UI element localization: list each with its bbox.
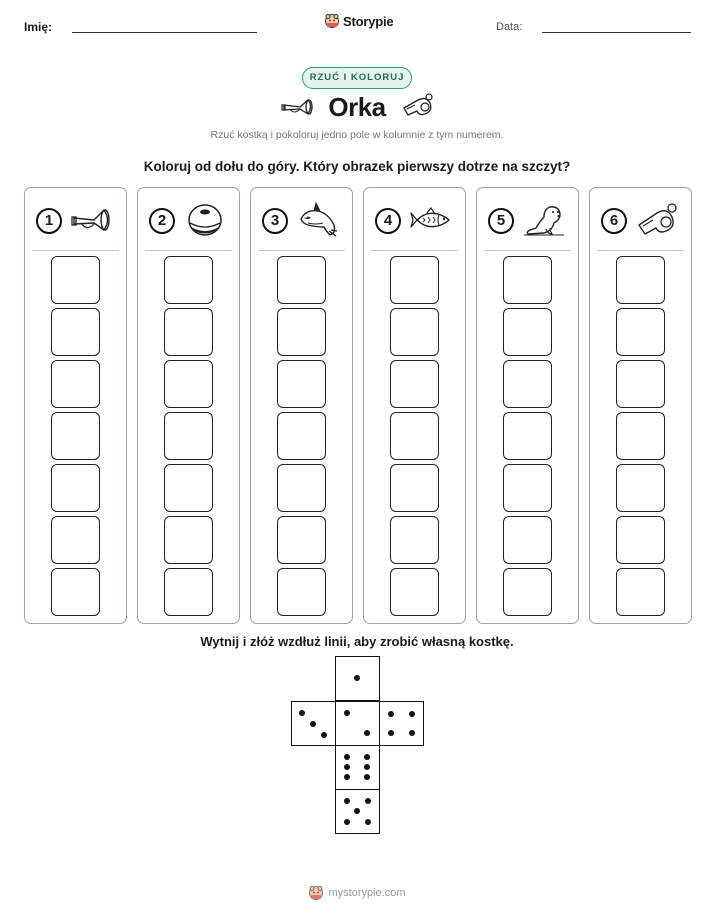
color-cell[interactable] xyxy=(616,412,665,460)
die-pip xyxy=(364,730,370,736)
column-number: 5 xyxy=(488,208,514,234)
die-pip xyxy=(321,732,327,738)
color-cell[interactable] xyxy=(616,360,665,408)
color-cell[interactable] xyxy=(390,516,439,564)
footer xyxy=(0,885,714,901)
column-number: 2 xyxy=(149,208,175,234)
column-2 xyxy=(137,187,240,624)
die-pip xyxy=(409,711,415,717)
color-cell[interactable] xyxy=(164,516,213,564)
color-cell[interactable] xyxy=(616,568,665,616)
column-6 xyxy=(589,187,692,624)
color-cell[interactable] xyxy=(164,568,213,616)
die-face-6 xyxy=(335,745,380,790)
brand-name: Storypie xyxy=(343,13,394,29)
color-cell[interactable] xyxy=(51,308,100,356)
storypie-logo-icon xyxy=(324,13,340,29)
color-cell[interactable] xyxy=(277,360,326,408)
color-cell[interactable] xyxy=(503,568,552,616)
column-5 xyxy=(476,187,579,624)
die-pip xyxy=(364,754,370,760)
die-pip xyxy=(344,819,350,825)
column-number: 1 xyxy=(36,208,62,234)
die-face-3 xyxy=(291,701,336,746)
color-cell[interactable] xyxy=(503,464,552,512)
subtitle: Rzuć kostką i pokoloruj jedno pole w kolumnie z tym numerem. xyxy=(210,129,504,141)
color-cell[interactable] xyxy=(503,308,552,356)
color-cell[interactable] xyxy=(277,308,326,356)
die-face-5 xyxy=(335,789,380,834)
color-cell[interactable] xyxy=(51,412,100,460)
brand xyxy=(324,13,393,29)
die-pip xyxy=(364,764,370,770)
color-cell[interactable] xyxy=(616,464,665,512)
color-cell[interactable] xyxy=(51,464,100,512)
die-face-4 xyxy=(379,701,424,746)
horn-icon xyxy=(70,201,114,239)
orca-icon xyxy=(296,201,340,239)
color-cell[interactable] xyxy=(616,516,665,564)
die-pip xyxy=(364,774,370,780)
die-pip xyxy=(344,754,350,760)
race-columns xyxy=(24,187,690,624)
color-cell[interactable] xyxy=(277,464,326,512)
column-header xyxy=(251,188,352,250)
color-cell[interactable] xyxy=(390,412,439,460)
date-write-line xyxy=(542,32,691,33)
die-face-2 xyxy=(335,701,380,746)
color-cell[interactable] xyxy=(277,568,326,616)
whistle-icon xyxy=(635,201,679,239)
column-divider xyxy=(32,250,119,251)
column-header xyxy=(590,188,691,250)
die-pip xyxy=(344,774,350,780)
column-number: 4 xyxy=(375,208,401,234)
column-divider xyxy=(145,250,232,251)
column-header xyxy=(25,188,126,250)
color-cell[interactable] xyxy=(616,308,665,356)
footer-url[interactable]: mystorypie.com xyxy=(328,887,406,899)
color-cell[interactable] xyxy=(277,412,326,460)
color-cell[interactable] xyxy=(503,516,552,564)
color-cell[interactable] xyxy=(390,568,439,616)
page-title: Orka xyxy=(328,92,386,122)
die-pip xyxy=(310,721,316,727)
die-pip xyxy=(344,764,350,770)
die-pip xyxy=(409,730,415,736)
date-label: Data: xyxy=(496,21,523,33)
die-pip xyxy=(365,819,371,825)
color-cell[interactable] xyxy=(616,256,665,304)
color-cell[interactable] xyxy=(503,256,552,304)
seal-icon xyxy=(522,201,566,239)
die-pip xyxy=(344,798,350,804)
color-cell[interactable] xyxy=(503,360,552,408)
color-cell[interactable] xyxy=(390,464,439,512)
color-cell[interactable] xyxy=(164,308,213,356)
color-cell[interactable] xyxy=(390,256,439,304)
column-4 xyxy=(363,187,466,624)
column-divider xyxy=(484,250,571,251)
die-pip xyxy=(365,798,371,804)
die-pip xyxy=(388,711,394,717)
die-pip xyxy=(299,710,305,716)
name-write-line xyxy=(72,32,257,33)
color-cell[interactable] xyxy=(164,412,213,460)
column-header xyxy=(364,188,465,250)
color-cell[interactable] xyxy=(503,412,552,460)
buoy-icon xyxy=(183,201,227,239)
column-divider xyxy=(597,250,684,251)
color-cell[interactable] xyxy=(164,464,213,512)
die-face-1 xyxy=(335,656,380,701)
column-1 xyxy=(24,187,127,624)
name-label: Imię: xyxy=(24,20,53,34)
column-number: 3 xyxy=(262,208,288,234)
color-cell[interactable] xyxy=(51,256,100,304)
column-divider xyxy=(258,250,345,251)
whistle-icon xyxy=(400,92,436,120)
worksheet-header xyxy=(0,0,714,50)
color-cell[interactable] xyxy=(51,360,100,408)
color-cell[interactable] xyxy=(390,308,439,356)
color-cell[interactable] xyxy=(164,256,213,304)
column-number: 6 xyxy=(601,208,627,234)
coloring-instruction: Koloruj od dołu do góry. Który obrazek pierwszy dotrze na szczyt? xyxy=(143,159,571,174)
fish-icon xyxy=(409,201,453,239)
column-header xyxy=(477,188,578,250)
die-pip xyxy=(344,710,350,716)
color-cell[interactable] xyxy=(164,360,213,408)
die-pip xyxy=(388,730,394,736)
color-cell[interactable] xyxy=(390,360,439,408)
die-pip xyxy=(354,808,360,814)
column-divider xyxy=(371,250,458,251)
column-3 xyxy=(250,187,353,624)
color-cell[interactable] xyxy=(277,516,326,564)
storypie-logo-icon xyxy=(308,885,324,901)
color-cell[interactable] xyxy=(51,516,100,564)
cut-instruction: Wytnij i złóż wzdłuż linii, aby zrobić własną kostkę. xyxy=(200,634,514,649)
activity-badge: RZUĆ I KOLORUJ xyxy=(302,67,412,89)
color-cell[interactable] xyxy=(51,568,100,616)
color-cell[interactable] xyxy=(277,256,326,304)
column-header xyxy=(138,188,239,250)
die-pip xyxy=(354,675,360,681)
